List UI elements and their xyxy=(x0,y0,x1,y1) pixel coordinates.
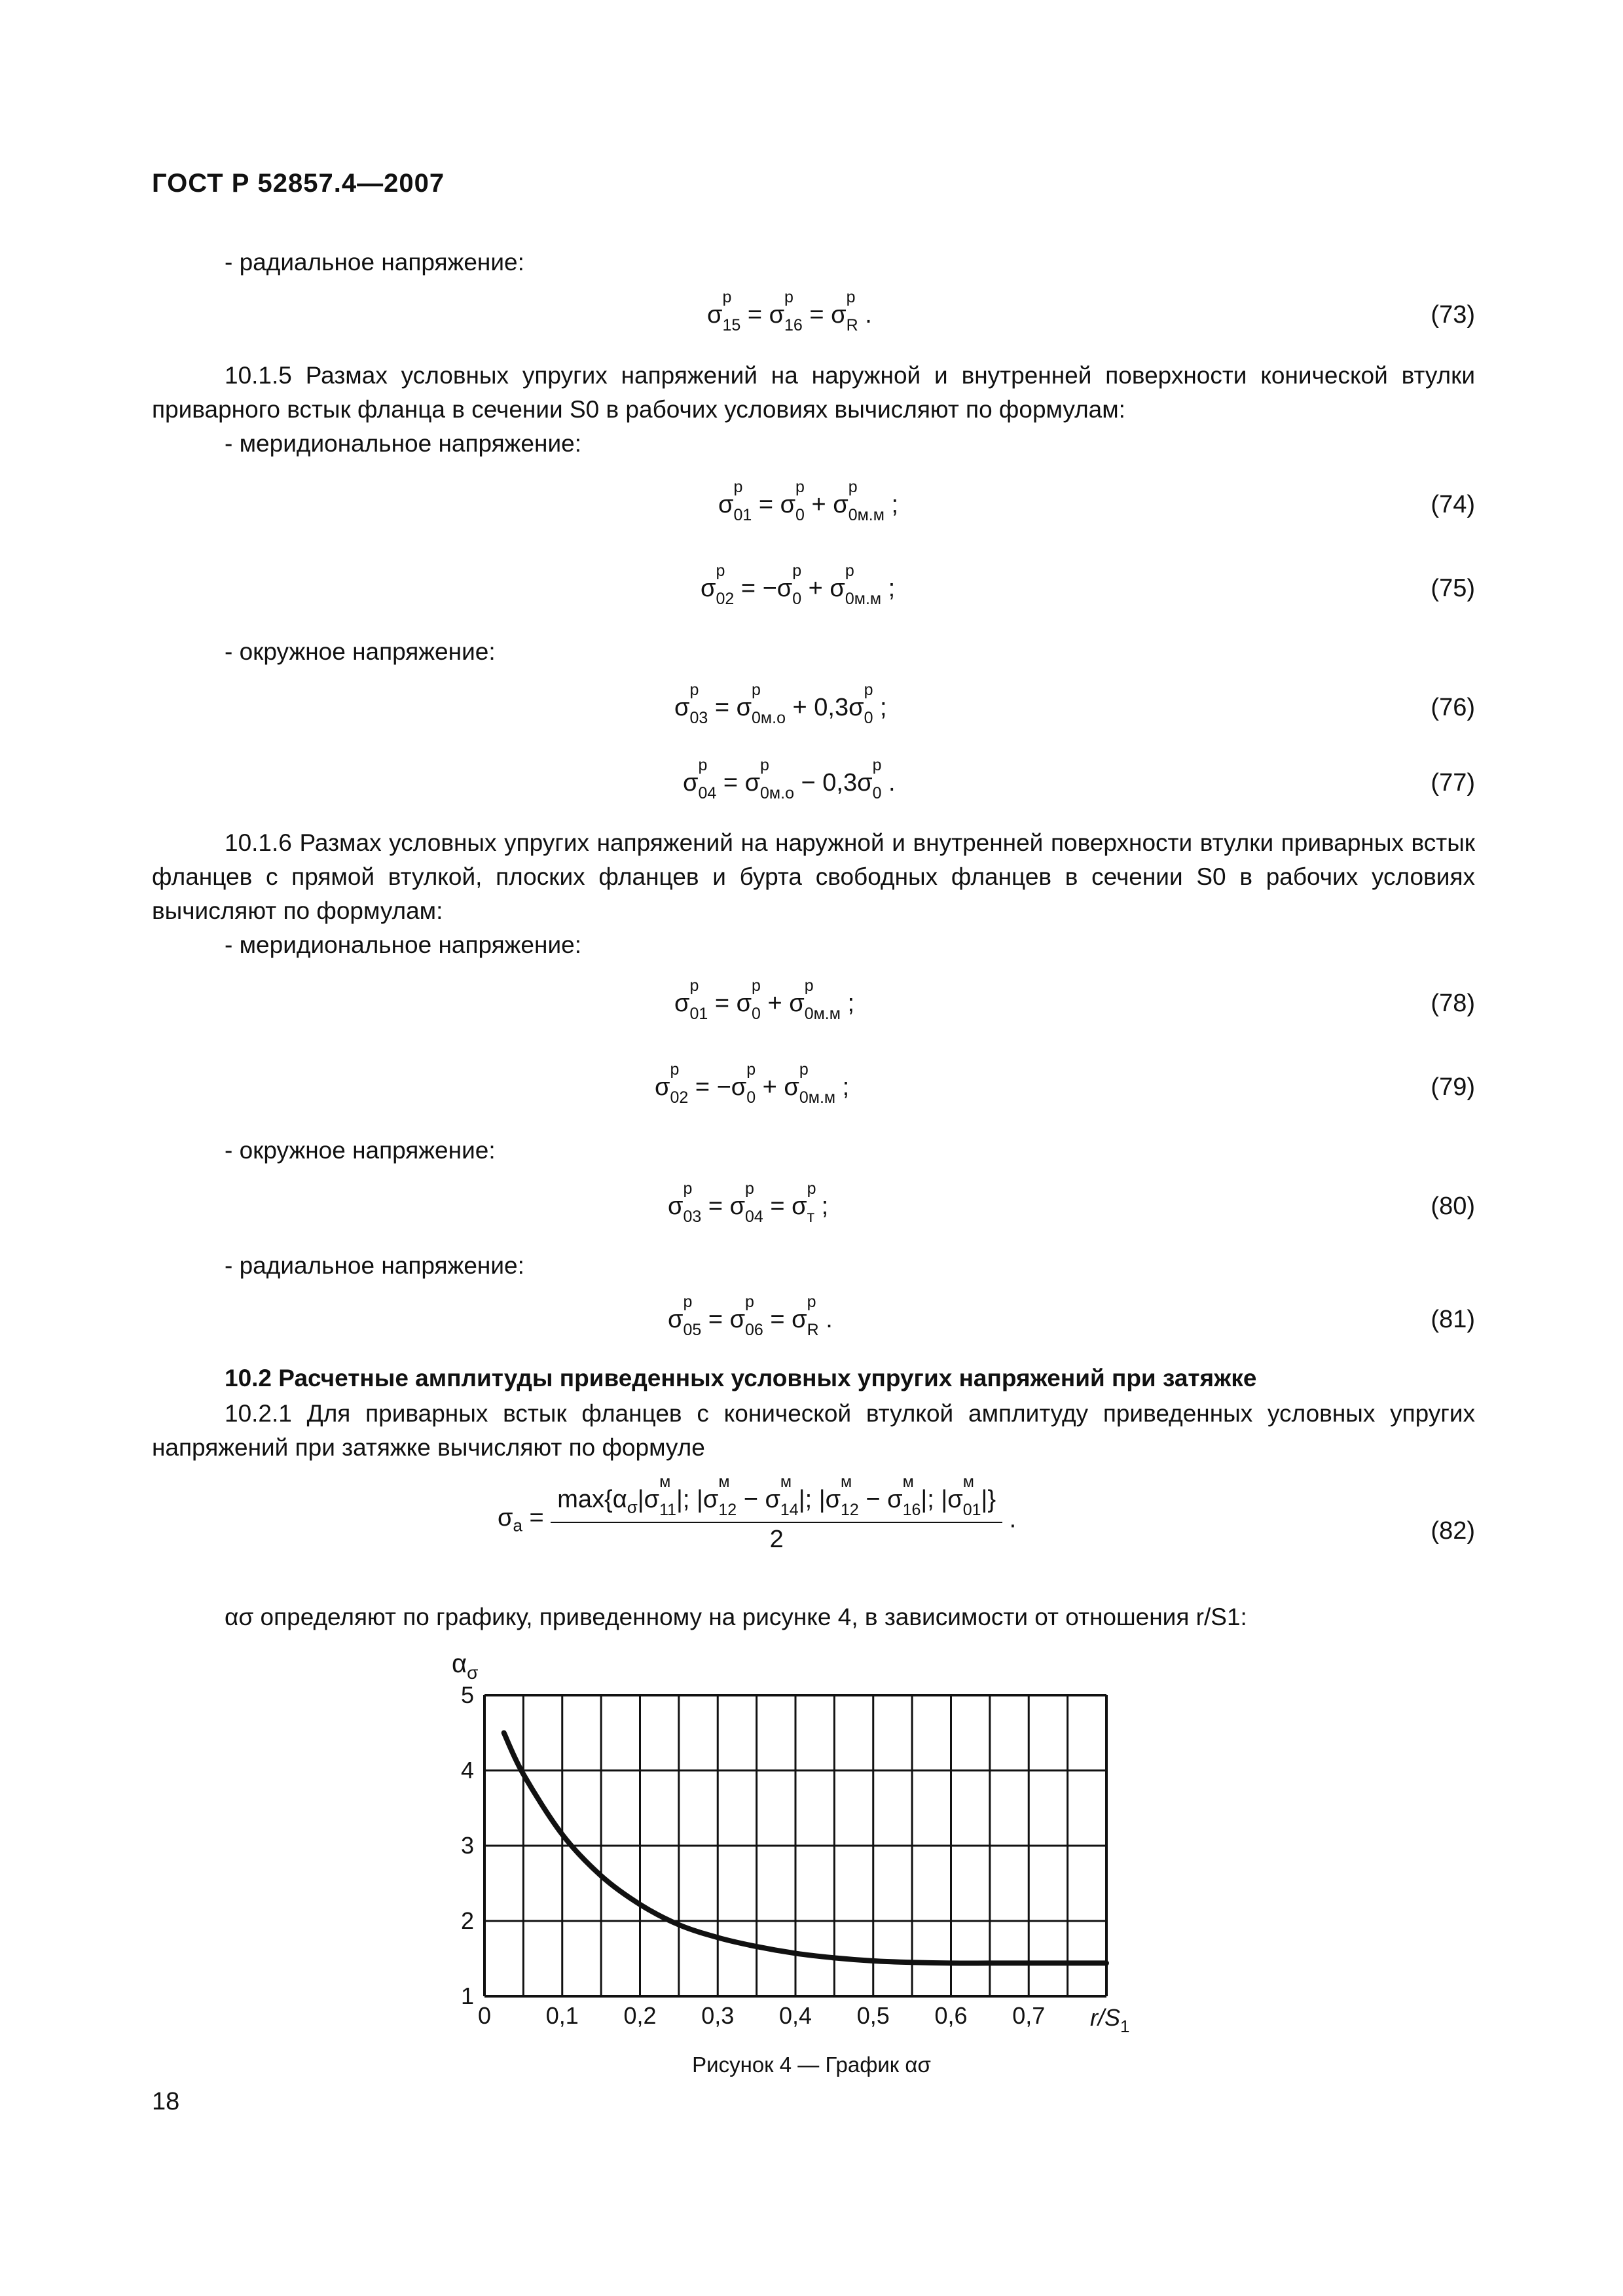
equation-81: σ p 05 = σ p 06 = σ p R . xyxy=(668,1293,833,1339)
equation-number-78: (78) xyxy=(1431,990,1475,1017)
equation-number-79: (79) xyxy=(1431,1073,1475,1101)
paragraph-10-1-5 xyxy=(152,359,1475,427)
paragraph-10-2-1-text: 10.2.1 Для приварных встык фланцев с конической втулкой амплитуду приведенных условных упругих напряжений при затяжке вычисляют по формуле xyxy=(152,1400,1475,1461)
x-tick-label: 0,7 xyxy=(1012,2002,1046,2029)
radial-label-2: - радиальное напряжение: xyxy=(225,1252,524,1279)
equation-73: σ p 15 = σ p 16 = σ p R . xyxy=(707,288,872,334)
section-heading-10-2: 10.2 Расчетные амплитуды приведенных условных упругих напряжений при затяжке xyxy=(225,1365,1257,1391)
equation-75: σ p 02 = −σ p 0 + σ p 0м.м ; xyxy=(701,562,896,608)
paragraph-10-1-6 xyxy=(152,826,1475,928)
equation-80: σ p 03 = σ p 04 = σ p т ; xyxy=(668,1179,829,1226)
x-tick-label: 0 xyxy=(477,2002,492,2029)
x-tick-label: 0,1 xyxy=(545,2002,579,2029)
equation-82: $\sigma_a$ = $\max\{\alpha_\sigma|\sigma$ м 11|; |σ м 12 − σ м 14|; |σ м 12 − σ м 16|; |σ м 01|} 2 . xyxy=(498,1473,1017,1553)
chart-ticks xyxy=(461,1681,1045,2029)
x-tick-label: 0,4 xyxy=(778,2002,812,2029)
meridional-label-2: - меридиональное напряжение: xyxy=(225,931,581,958)
document-header: ГОСТ Р 52857.4—2007 xyxy=(152,169,445,198)
paragraph-10-2-1 xyxy=(152,1397,1475,1465)
paragraph-10-1-5-text: 10.1.5 Размах условных упругих напряжений на наружной и внутренней поверхности конической втулки приварного встык фланца в сечении S0 в рабочих условиях вычисляют по формулам: xyxy=(152,362,1475,423)
hoop-label-2: - окружное напряжение: xyxy=(225,1137,496,1164)
equation-number-75: (75) xyxy=(1431,575,1475,602)
equation-number-74: (74) xyxy=(1431,491,1475,518)
alpha-note: ασ определяют по графику, приведенному на рисунке 4, в зависимости от отношения r/S1: xyxy=(225,1604,1247,1630)
x-axis-label: $r/S_1$ xyxy=(1090,2004,1130,2036)
equation-number-77: (77) xyxy=(1431,769,1475,797)
x-tick-label: 0,3 xyxy=(701,2002,735,2029)
equation-number-73: (73) xyxy=(1431,301,1475,329)
equation-number-81: (81) xyxy=(1431,1306,1475,1333)
equation-79: σ p 02 = −σ p 0 + σ p 0м.м ; xyxy=(655,1060,850,1107)
x-tick-label: 0,6 xyxy=(934,2002,968,2029)
alpha-sigma-curve xyxy=(504,1733,1106,1964)
equation-77: σ p 04 = σ p 0м.о − 0,3σ p 0 . xyxy=(683,756,896,802)
y-tick-label: 1 xyxy=(460,1982,474,2009)
equation-76: σ p 03 = σ p 0м.о + 0,3σ p 0 ; xyxy=(674,681,887,727)
equation-number-76: (76) xyxy=(1431,694,1475,721)
equation-78: σ p 01 = σ p 0 + σ p 0м.м ; xyxy=(674,977,855,1023)
equation-number-82: (82) xyxy=(1431,1517,1475,1545)
page-number: 18 xyxy=(152,2088,180,2115)
paragraph-10-1-6-text: 10.1.6 Размах условных упругих напряжений на наружной и внутренней поверхности втулки приварных встык фланцев с прямой втулкой, плоских фланцев и бурта свободных фланцев в сечении S0 в рабочих условиях вычисляют по формулам: xyxy=(152,829,1475,924)
y-tick-label: 4 xyxy=(460,1757,474,1784)
y-tick-label: 3 xyxy=(460,1832,474,1859)
y-axis-label: $\alpha_\sigma$ xyxy=(452,1649,479,1683)
radial-label: - радиальное напряжение: xyxy=(225,249,524,276)
equation-number-80: (80) xyxy=(1431,1193,1475,1220)
meridional-label: - меридиональное напряжение: xyxy=(225,430,581,457)
alpha-sigma-chart xyxy=(419,1643,1165,2049)
equation-74: σ p 01 = σ p 0 + σ p 0м.м ; xyxy=(718,478,899,524)
y-tick-label: 2 xyxy=(460,1907,474,1934)
x-tick-label: 0,5 xyxy=(856,2002,890,2029)
hoop-label: - окружное напряжение: xyxy=(225,638,496,665)
y-tick-label: 5 xyxy=(460,1681,474,1708)
x-tick-label: 0,2 xyxy=(623,2002,657,2029)
figure-caption: Рисунок 4 — График ασ xyxy=(692,2053,931,2077)
